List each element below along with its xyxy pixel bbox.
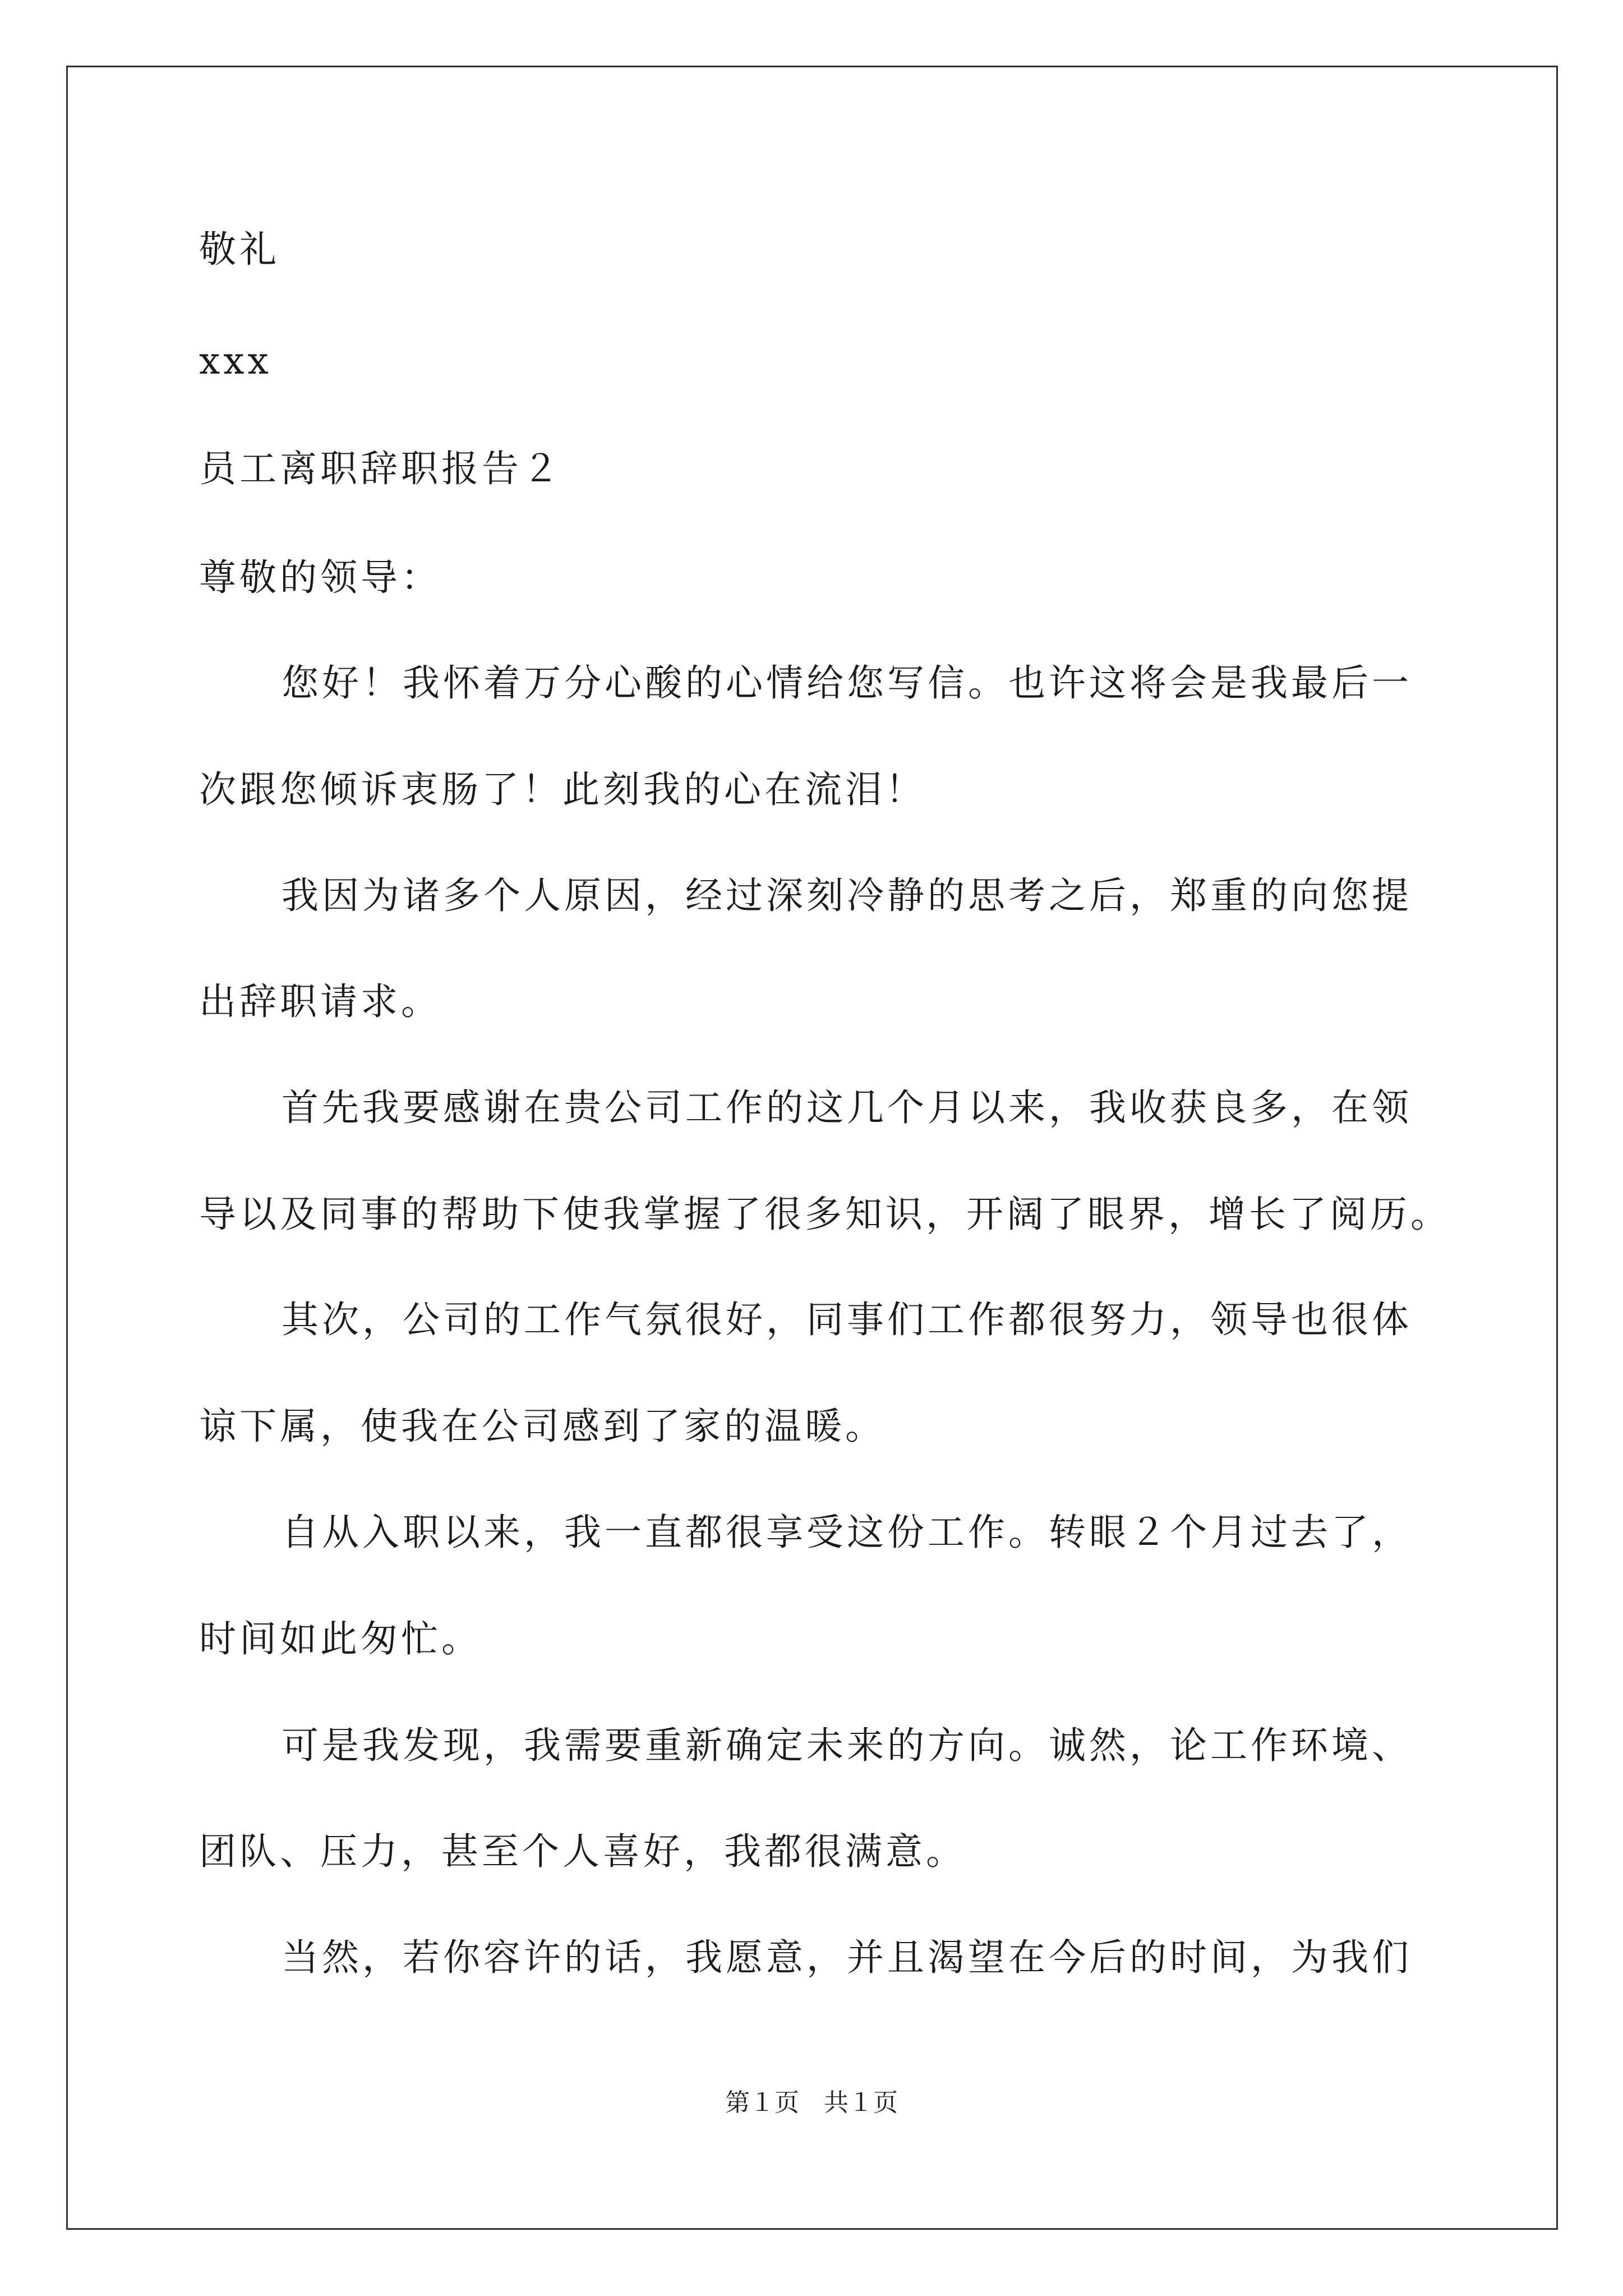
paragraph-line: 出辞职请求。 bbox=[199, 980, 441, 1023]
paragraph-line: 首先我要感谢在贵公司工作的这几个月以来，我收获良多，在领 bbox=[282, 1086, 1412, 1129]
page-number-footer: 第１页 共１页 bbox=[725, 2089, 898, 2116]
paragraph-line: 自从入职以来，我一直都很享受这份工作。转眼２个月过去了， bbox=[282, 1511, 1412, 1554]
paragraph-line: 可是我发现，我需要重新确定未来的方向。诚然，论工作环境、 bbox=[282, 1724, 1412, 1767]
document-title: 员工离职辞职报告２ bbox=[199, 447, 562, 490]
closing-salutation: 敬礼 bbox=[199, 228, 280, 271]
paragraph-line: 其次，公司的工作气氛很好，同事们工作都很努力，领导也很体 bbox=[282, 1298, 1412, 1341]
paragraph-line: 我因为诸多个人原因，经过深刻冷静的思考之后，郑重的向您提 bbox=[282, 874, 1412, 917]
paragraph-line: 导以及同事的帮助下使我掌握了很多知识，开阔了眼界，增长了阅历。 bbox=[199, 1193, 1451, 1236]
paragraph-line: 当然，若你容许的话，我愿意，并且渴望在今后的时间，为我们 bbox=[282, 1936, 1412, 1979]
signature: xxx bbox=[199, 339, 272, 383]
paragraph-line: 您好！我怀着万分心酸的心情给您写信。也许这将会是我最后一 bbox=[282, 661, 1412, 705]
paragraph-line: 时间如此匆忙。 bbox=[199, 1617, 482, 1660]
paragraph-line: 次跟您倾诉衷肠了！此刻我的心在流泪！ bbox=[199, 768, 926, 811]
paragraph-line: 团队、压力，甚至个人喜好，我都很满意。 bbox=[199, 1830, 966, 1873]
paragraph-line: 谅下属，使我在公司感到了家的温暖。 bbox=[199, 1405, 886, 1448]
greeting: 尊敬的领导： bbox=[199, 556, 441, 599]
page-border bbox=[66, 66, 1558, 2230]
